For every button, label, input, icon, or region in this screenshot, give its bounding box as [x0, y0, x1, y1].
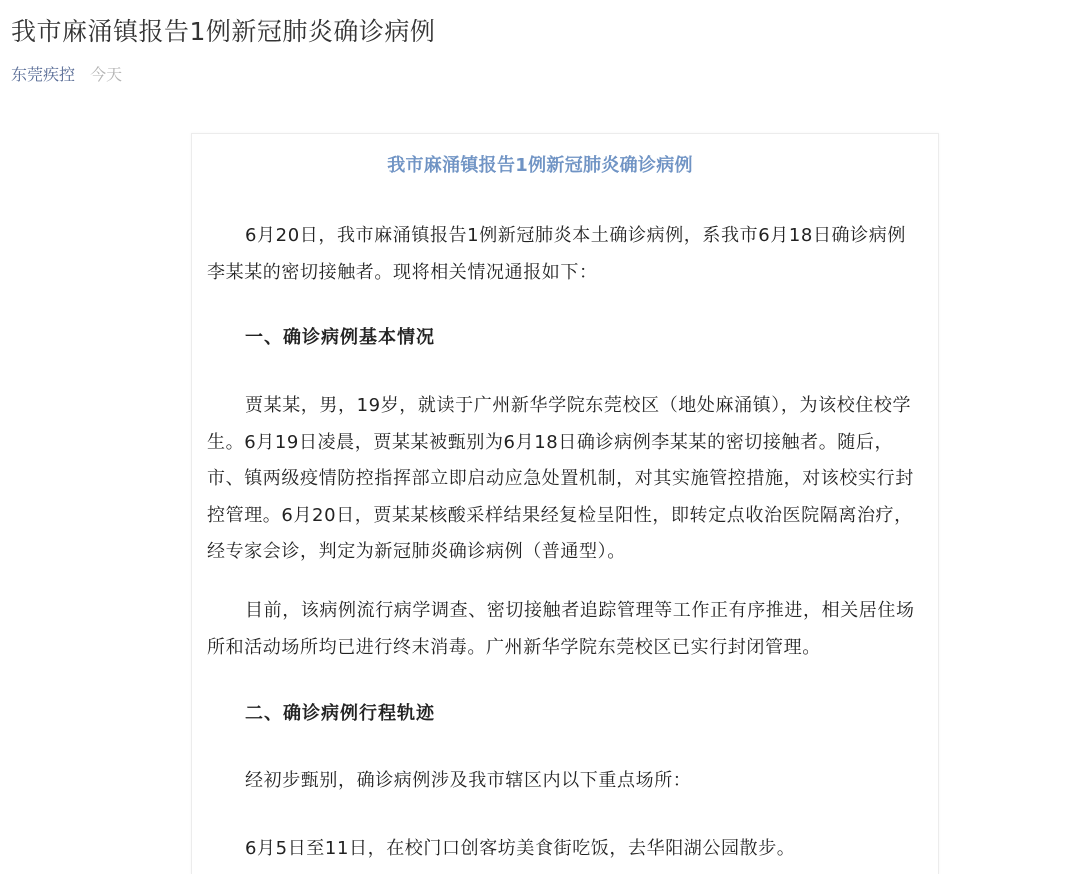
section-heading-itinerary: 二、确诊病例行程轨迹: [245, 703, 435, 724]
author-link[interactable]: 东莞疾控: [11, 65, 76, 84]
itinerary-intro-paragraph: 经初步甄别，确诊病例涉及我市辖区内以下重点场所：: [245, 770, 692, 791]
publish-time: 今天: [90, 65, 123, 84]
article-meta: [11, 63, 122, 87]
content-title: 我市麻涌镇报告1例新冠肺炎确诊病例: [387, 155, 693, 176]
itinerary-item-paragraph: 6月5日至11日，在校门口创客坊美食街吃饭，去华阳湖公园散步。: [245, 838, 796, 859]
case-details-paragraph: 贾某某，男，19岁，就读于广州新华学院东莞校区（地处麻涌镇），为该校住校学生。6月19日凌晨，贾某某被甄别为6月18日确诊病例李某某的密切接触者。随后，市、镇两级疫情防控指挥部立即启动应急处置机制，对其实施管控措施，对该校实行封控管理。6月20日，贾某某核酸采样结果经复检呈阳性，即转定点收治医院隔离治疗，经专家会诊，判定为新冠肺炎确诊病例（普通型）。: [207, 395, 914, 562]
section-heading-basic-info: 一、确诊病例基本情况: [245, 327, 435, 348]
article-title: 我市麻涌镇报告1例新冠肺炎确诊病例: [11, 17, 436, 46]
intro-paragraph: 6月20日，我市麻涌镇报告1例新冠肺炎本土确诊病例，系我市6月18日确诊病例李某某的密切接触者。现将相关情况通报如下：: [207, 225, 906, 283]
current-status-paragraph: 目前，该病例流行病学调查、密切接触者追踪管理等工作正有序推进，相关居住场所和活动场所均已进行终末消毒。广州新华学院东莞校区已实行封闭管理。: [207, 600, 915, 658]
